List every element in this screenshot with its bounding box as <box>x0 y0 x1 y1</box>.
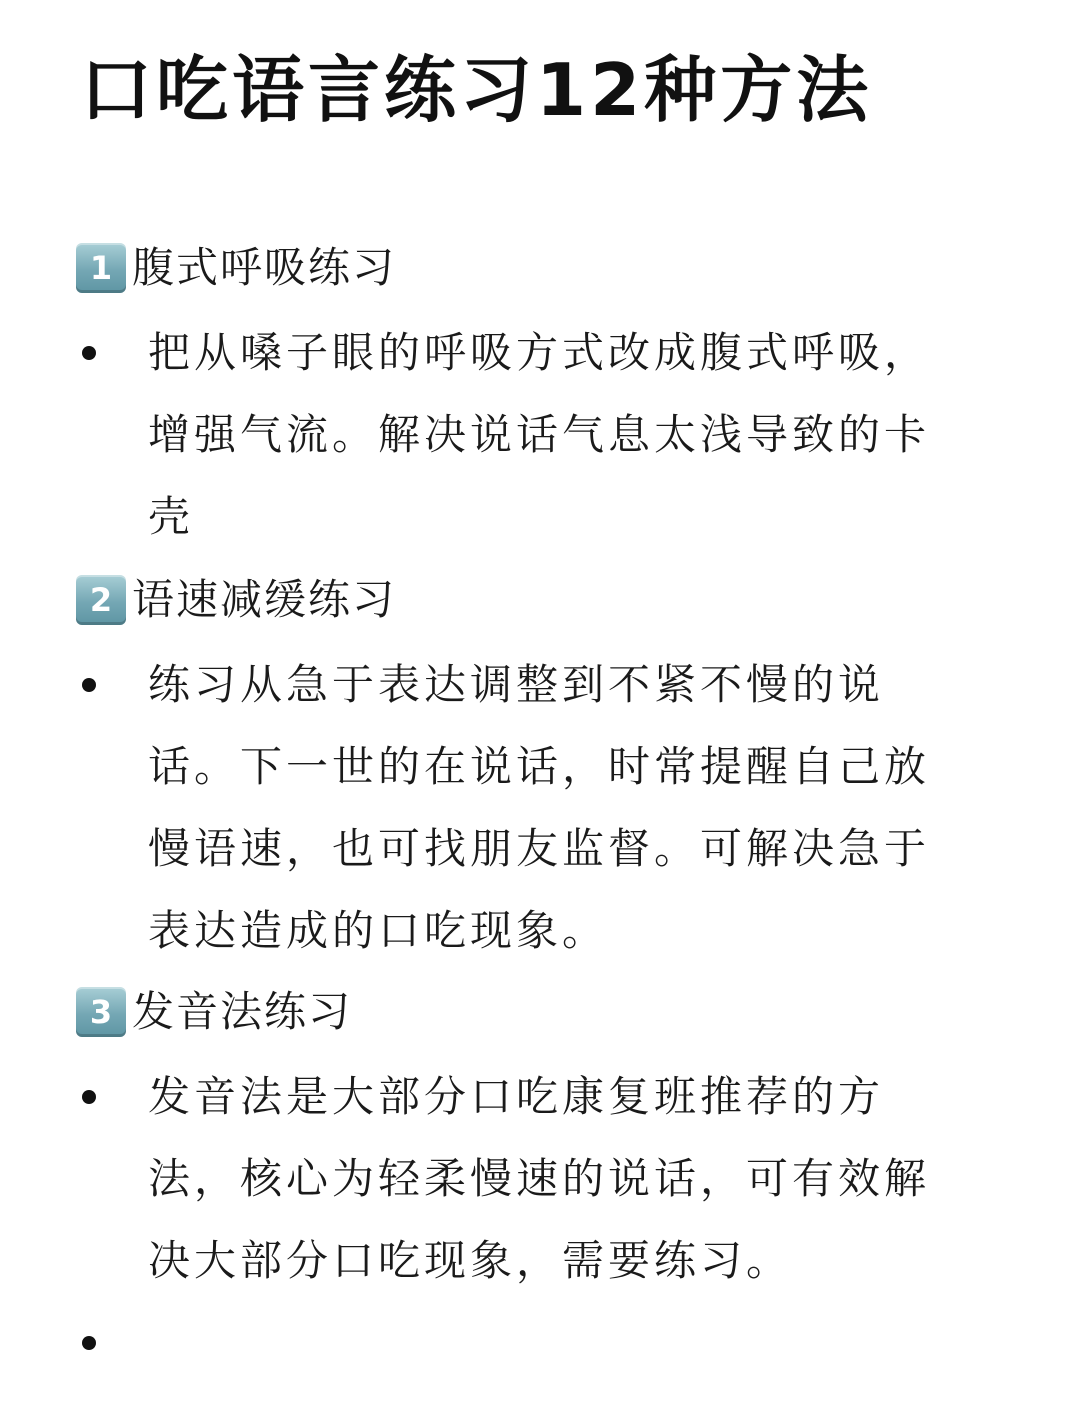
section-title: 语速减缓练习 <box>132 575 397 624</box>
text-line: 表达造成的口吃现象。 <box>148 906 609 955</box>
section-header-1 <box>76 238 396 298</box>
page-title: 口吃语言练习12种方法 <box>80 48 873 132</box>
text-line: 话。下一世的在说话，时常提醒自己放 <box>148 742 931 791</box>
section-2-body <box>148 644 968 972</box>
bullet-icon <box>82 1090 96 1104</box>
section-header-2 <box>76 570 396 630</box>
text-line: 决大部分口吃现象，需要练习。 <box>148 1236 793 1285</box>
bullet-icon <box>82 1336 96 1350</box>
text-line: 增强气流。解决说话气息太浅导致的卡 <box>148 410 931 459</box>
keycap-number-icon: 2 <box>76 575 126 625</box>
text-line: 练习从急于表达调整到不紧不慢的说 <box>148 660 885 709</box>
section-3-body <box>148 1056 968 1302</box>
section-title: 发音法练习 <box>132 987 353 1036</box>
text-line: 发音法是大部分口吃康复班推荐的方 <box>148 1072 885 1121</box>
section-title: 腹式呼吸练习 <box>132 243 397 292</box>
keycap-number-icon: 1 <box>76 243 126 293</box>
bullet-icon <box>82 346 96 360</box>
text-line: 壳 <box>148 492 195 541</box>
text-line: 慢语速，也可找朋友监督。可解决急于 <box>148 824 931 873</box>
bullet-icon <box>82 678 96 692</box>
text-line: 把从嗓子眼的呼吸方式改成腹式呼吸， <box>148 328 931 377</box>
section-header-3 <box>76 982 352 1042</box>
text-line: 法，核心为轻柔慢速的说话，可有效解 <box>148 1154 931 1203</box>
section-1-body <box>148 312 968 558</box>
keycap-number-icon: 3 <box>76 987 126 1037</box>
